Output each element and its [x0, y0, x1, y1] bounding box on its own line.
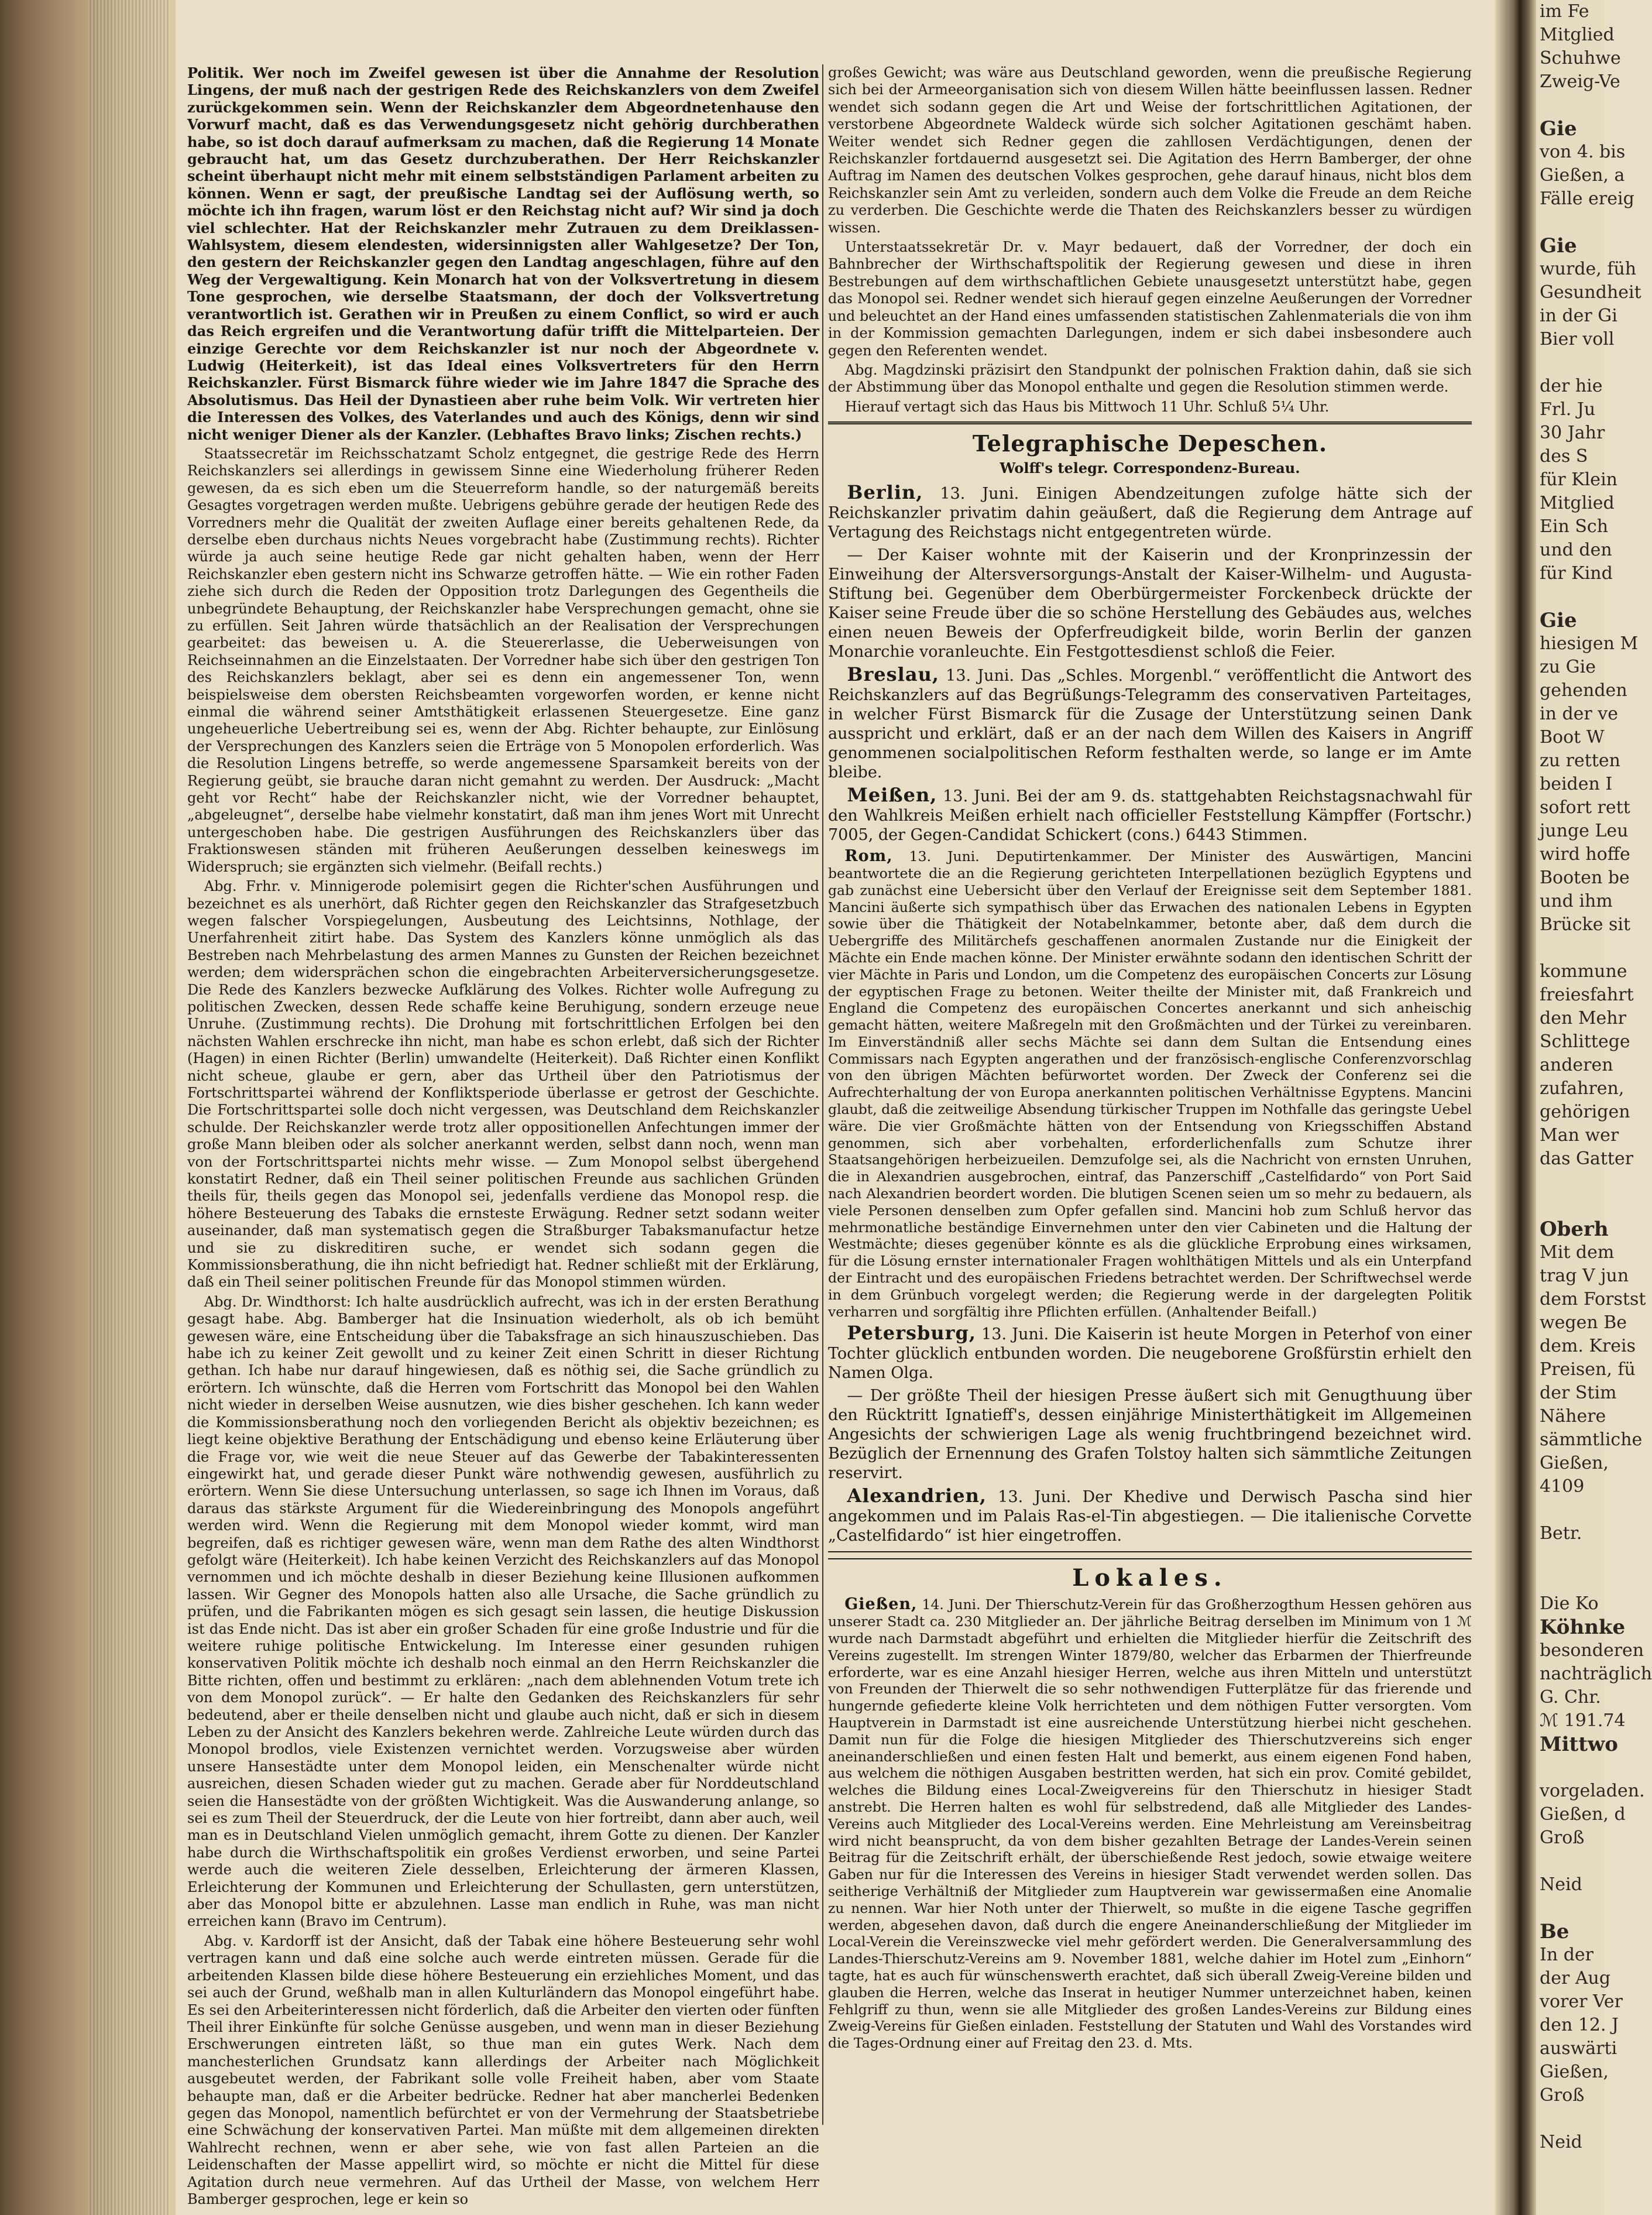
- article-paragraph: Unterstaatssekretär Dr. v. Mayr bedauert, daß der Vorredner, der doch ein Bahnbrecher der Wirthschaftspolitik der Regierung gewesen und diese in ihren Bestrebungen auf dem wirthschaftlichen Gebiete unausgesetzt unterstützt habe, gegen das Monopol sei. Redner wendet sich hierauf gegen einzelne Aeußerungen der Vorredner und beleuchtet an der Hand eines umfassenden statistischen Zahlenmaterials die von ihm in der Kommission gemachten Darlegungen, indem er sich dabei insbesondere auch gegen den Referenten wendet.: [828, 239, 1472, 359]
- adjacent-page-text: für Klein: [1540, 469, 1617, 490]
- adjacent-page-text: wird hoffe: [1540, 844, 1630, 865]
- adjacent-page-text: [1536, 1194, 1605, 1218]
- adjacent-page-text: Gie: [1540, 234, 1577, 258]
- adjacent-page-text: nachträglich: [1540, 1664, 1652, 1684]
- dispatch-breslau: [828, 665, 1472, 782]
- adjacent-page-text: [1536, 1499, 1605, 1522]
- adjacent-page-text: junge Leu: [1540, 821, 1629, 841]
- adjacent-page-text: für Kind: [1540, 563, 1613, 584]
- adjacent-page-text: Ein Sch: [1540, 516, 1609, 537]
- adjacent-page-text: hiesigen M: [1540, 633, 1639, 654]
- adjacent-page-text: des S: [1540, 446, 1588, 467]
- adjacent-page-text: den 12. J: [1540, 2015, 1619, 2035]
- adjacent-page-text: ℳ 191.74: [1540, 1710, 1626, 1731]
- dispatch-petersburg: [828, 1323, 1472, 1383]
- adjacent-page-text: dem. Kreis: [1540, 1336, 1636, 1356]
- dispatch-text: — Der Kaiser wohnte mit der Kaiserin und der Kronprinzessin der Einweihung der Altersversorgungs-Anstalt der Kaiser-Wilhelm- und Augusta-Stiftung bei. Gegenüber dem Oberbürgermeister Forckenbeck drückte der Kaiser seine Freude über die so schöne Herstellung des Gebäudes aus, welches einen neuen Beweis der Opferfreudigkeit bilde, worin Berlin der ganzen Monarchie voranleuchte. Ein Festgottesdienst schloß die Feier.: [828, 546, 1472, 661]
- adjacent-page-text: vorgeladen.: [1540, 1781, 1645, 1801]
- adjacent-page-text: und ihm: [1540, 891, 1613, 911]
- dispatch-city: Gießen,: [844, 1595, 918, 1614]
- dispatch-city: Rom,: [844, 847, 893, 866]
- article-paragraph: Abg. Magdzinski präzisirt den Standpunkt der polnischen Fraktion dahin, daß sie sich der Abstimmung über das Monopol enthalte und gegen die Resolution stimmen werde.: [828, 361, 1472, 396]
- dispatch-text: 13. Juni. Deputirtenkammer. Der Minister des Auswärtigen, Mancini beantwortete die an die Regierung gerichteten Interpellationen bezüglich Egyptens und gab zunächst eine Uebersicht über den Verlauf der Ereignisse seit dem September 1881. Mancini äußerte sich sympathisch über das Erwachen des nationalen Lebens in Egypten sowie über die Thätigkeit der Notabelnkammer, betonte aber, daß dem durch die Uebergriffe des Militärchefs geschaffenen anormalen Zustande nur die Einigkeit der Mächte ein Ende machen könne. Der Minister erwähnte sodann den identischen Schritt der vier Mächte in Paris und London, um die Competenz des europäischen Concerts zur Lösung der egyptischen Frage zu betonen. Weiter theilte der Minister mit, daß Frankreich und England die Competenz des europäischen Concertes anerkannt und sich anheischig gemacht hätten, weitere Maßregeln mit den Großmächten und der Türkei zu vereinbaren. Im Einverständniß aller sechs Mächte sei dann dem Sultan die Entsendung eines Commissars nach Egypten angerathen und der französisch-englische Conferenzvorschlag von den übrigen Mächten befürwortet worden. Der Zweck der Conferenz sei die Aufrechterhaltung der von Europa anerkannten politischen Verhältnisse Egyptens. Mancini glaubt, daß die zeitweilige Absendung türkischer Truppen im Nothfalle das geringste Uebel wäre. Die vier Großmächte hätten von der Entsendung von Kriegsschiffen Abstand genommen, sich aber vorbehalten, erforderlichenfalls zum Schutze ihrer Staatsangehörigen herbeizueilen. Demzufolge sei, als die Nachricht von ernsten Unruhen, die in Alexandrien ausgebrochen, eintraf, das Panzerschiff „Castelfidardo“ von Port Said nach Alexandrien beordert worden. Die blutigen Scenen seien um so mehr zu bedauern, als viele Personen denselben zum Opfer gefallen sind. Mancini hob zum Schluß hervor das mehrmonatliche beständige Einvernehmen unter den vier Cabineten und die Haltung der Westmächte; dieses gegenüber könnte es als die glückliche Erprobung eines wirksamen, für die Lösung ernster internationaler Fragen wohlthätigen Mittels und als ein Unterpfand der Eintracht und des europäischen Friedens betrachtet werden. Der Schriftwechsel werde in dem Grünbuch vorgelegt werden; die Regierung werde in der dargelegten Politik verharren und sorgfältig ihre Pflichten erfüllen. (Anhaltender Beifall.): [828, 848, 1472, 1320]
- adjacent-page-text: kommune: [1540, 961, 1627, 982]
- article-paragraph: Politik. Wer noch im Zweifel gewesen ist über die Annahme der Resolution Lingens, der muß nach der gestrigen Rede des Reichskanzlers von dem Zweifel zurückgekommen sein. Wenn der Reichskanzler dem Abgeordnetenhause den Vorwurf macht, daß es das Verwendungsgesetz nicht gehörig durchberathen habe, so ist doch darauf aufmerksam zu machen, daß die Regierung 14 Monate gebraucht hat, um das Gesetz durchzuberathen. Der Herr Reichskanzler scheint überhaupt nicht mehr mit einem selbstständigen Parlament arbeiten zu können. Wenn er sagt, der preußische Landtag sei der Auflösung werth, so möchte ich ihn fragen, warum löst er den Reichstag nicht auf? Wir sind ja doch viel schlechter. Hat der Reichskanzler mehr Zutrauen zu dem Dreiklassen-Wahlsystem, diesem elendesten, widersinnigsten aller Wahlgesetze? Der Ton, den gestern der Reichskanzler gegen den Landtag angeschlagen, führe auf den Weg der Vergewaltigung. Kein Monarch hat von der Volksvertretung in diesem Tone gesprochen, wie derselbe Staatsmann, der doch der Volksvertretung verantwortlich ist. Gerathen wir in Preußen zu einem Conflict, so wird er auch das Reich ergreifen und die Verantwortung dafür trifft die Mittelparteien. Der einzige Gerechte vor dem Reichskanzler ist nur noch der Abgeordnete v. Ludwig (Heiterkeit), ist das Ideal eines Volksvertreters für den Herrn Reichskanzler. Fürst Bismarck führe wieder wie im Jahre 1847 die Sprache des Absolutismus. Das Heil der Dynastieen aber ruhe beim Volk. Wir vertreten hier die Interessen des Volkes, des Vaterlandes und auch des Königs, denn wir sind nicht weniger Diener als der Kanzler. (Lebhaftes Bravo links; Zischen rechts.): [187, 64, 819, 443]
- adjacent-page-text: Gesundheit: [1540, 282, 1641, 303]
- adjacent-page-text: Gießen,: [1540, 2062, 1609, 2082]
- adjacent-page-text: [1536, 1545, 1605, 1569]
- column-divider: [822, 64, 823, 2125]
- adjacent-page-text: Gie: [1540, 117, 1577, 140]
- adjacent-page-text: in der ve: [1540, 704, 1618, 724]
- article-paragraph: Abg. Frhr. v. Minnigerode polemisirt gegen die Richter'schen Ausführungen und bezeichnet es als unerhört, daß Richter gegen den Reichskanzler das Strafgesetzbuch wegen falscher Vorspiegelungen, Ausbeutung des Leichtsinns, Nothlage, der Unerfahrenheit zitirt habe. Das System des Kanzlers könne unmöglich als das Bestreben nach Mehrbelastung des armen Mannes zu Gunsten der Reichen bezeichnet werden; dem widersprächen schon die eingebrachten Arbeiterversicherungsgesetze. Die Rede des Kanzlers bezwecke Aufklärung des Volkes. Richter wolle Aufregung zu politischen Zwecken, dessen Rede schaffe keine Beruhigung, sondern erzeuge neue Unruhe. (Zustimmung rechts). Die Drohung mit fortschrittlichen Erfolgen bei den nächsten Wahlen erschrecke ihn nicht, man habe es schon erlebt, daß sich der Richter (Hagen) in einen Richter (Berlin) umwandelte (Heiterkeit). Daß Richter einen Konflikt nicht scheue, glaube er gern, aber das Urtheil über den Patriotismus der Fortschrittspartei während der Konfliktsperiode überlasse er getrost der Geschichte. Die Fortschrittspartei solle doch nicht vergessen, was Deutschland dem Reichskanzler schulde. Der Reichskanzler werde trotz aller oppositionellen Anfechtungen immer der große Mann bleiben oder als solcher anerkannt werden, selbst dann noch, wenn man von der Fortschrittspartei nichts mehr wisse. — Zum Monopol selbst übergehend konstatirt Redner, daß ein Theil seiner politischen Freunde aus sachlichen Gründen theils für, theils gegen das Monopol sei, jedenfalls verdiene das Monopol resp. die höhere Besteuerung des Tabaks die ernsteste Erwägung. Redner setzt sodann weiter auseinander, daß man systematisch gegen die Straßburger Tabaksmanufactur hetze und sie zu diskreditiren suche, er wendet sich sodann gegen die Kommissionsberathung, die ihn nicht befriedigt hat. Redner schließt mit der Erklärung, daß ein Theil seiner politischen Freunde für das Monopol stimmen würden.: [187, 878, 819, 1291]
- adjacent-page-text: [1536, 94, 1605, 117]
- adjacent-page-text: Gießen, d: [1540, 1804, 1626, 1825]
- adjacent-page-text: Frl. Ju: [1540, 399, 1596, 420]
- adjacent-page-text: Zweig-Ve: [1540, 71, 1620, 92]
- adjacent-page-text: gehenden: [1540, 680, 1627, 701]
- dispatch-berlin: [828, 483, 1472, 542]
- adjacent-page-text: Neid: [1540, 2132, 1582, 2152]
- adjacent-page-text: Fälle ereig: [1540, 188, 1634, 209]
- adjacent-page-text: der Aug: [1540, 1968, 1611, 1988]
- adjacent-page-text: 30 Jahr: [1540, 423, 1605, 443]
- adjacent-page-text: der Stim: [1540, 1383, 1617, 1403]
- adjacent-page-text: Die Ko: [1540, 1593, 1599, 1614]
- adjacent-page-text: zufahren,: [1540, 1078, 1624, 1099]
- adjacent-page-text: Brücke sit: [1540, 914, 1631, 935]
- adjacent-page-text: [1536, 1850, 1605, 1873]
- adjacent-page-text: Gießen, a: [1540, 165, 1625, 186]
- adjacent-page-text: sämmtliche: [1540, 1429, 1643, 1450]
- dispatch-text: 13. Juni. Die Kaiserin ist heute Morgen in Peterhof von einer Tochter glücklich entbunden worden. Die neugeborene Großfürstin erhielt den Namen Olga.: [828, 1325, 1472, 1383]
- adjacent-page-text: Schlittege: [1540, 1031, 1630, 1052]
- section-heading-telegraph: Telegraphische Depeschen.: [972, 430, 1328, 457]
- adjacent-page-text: sofort rett: [1540, 797, 1630, 818]
- article-paragraph: Staatssecretär im Reichsschatzamt Scholz entgegnet, die gestrige Rede des Herrn Reichskanzlers sei allerdings in gewissem Sinne eine Wiederholung früherer Reden gewesen, da es sich eben um die Steuerreform handle, so der naturgemäß bereits Gesagtes vorgetragen werden mußte. Uebrigens gebühre gerade der heutigen Rede des Vorredners mehr die Qualität der zweiten Auflage einer bereits gehaltenen Rede, da derselbe eben durchaus nichts Neues vorgebracht habe (Zustimmung rechts). Richter würde ja auch seine heutige Rede gar nicht gehalten haben, wenn der Herr Reichskanzler eben gestern nicht ins Schwarze getroffen hätte. — Wie ein rother Faden ziehe sich durch die Reden der Opposition trotz Darlegungen des Gegentheils die unbegründete Behauptung, der Reichskanzler habe Versprechungen gemacht, ohne sie zu erfüllen. Seit Jahren würde thatsächlich an der Realisation der Versprechungen gearbeitet: das beweisen u. A. die Steuererlasse, die Ueberweisungen von Reichseinnahmen an die Einzelstaaten. Der Vorredner habe sich über den gestrigen Ton des Reichskanzlers beklagt, aber sei es denn ein angemessener Ton, wenn beispielsweise dem obersten Reichsbeamten vorgeworfen worden, er kenne nicht einmal die während seiner Amtsthätigkeit erlassenen Steuergesetze. Eine ganz ungeheuerliche Uebertreibung sei es, wenn der Abg. Richter behaupte, zur Einlösung der Versprechungen des Kanzlers seien die Erträge von 5 Monopolen erforderlich. Was die Resolution Lingens betreffe, so werde angemessene Sparsamkeit bereits von der Regierung geübt, sie brauche daran nicht gemahnt zu werden. Der Ausdruck: „Macht geht vor Recht“ habe der Reichskanzler nicht, wie der Vorredner behauptet, „abgeleugnet“, derselbe habe vielmehr konstatirt, daß man ihm jenes Wort mit Unrecht untergeschoben habe. Die gestrigen Ausführungen des Reichskanzlers über das Fraktionswesen ständen mit früheren Aeußerungen desselben keineswegs im Widerspruch; sie ergänzten sich vielmehr. (Beifall rechts.): [187, 445, 819, 875]
- adjacent-page-text: [1536, 1897, 1605, 1920]
- dispatch-rom: [828, 848, 1472, 1320]
- adjacent-page-text: trag V jun: [1540, 1266, 1629, 1286]
- adjacent-page-text: der hie: [1540, 376, 1603, 396]
- adjacent-page-text: Groß: [1540, 2085, 1585, 2106]
- adjacent-page-text: auswärti: [1540, 2038, 1617, 2059]
- dispatch-alexandrien: [828, 1486, 1472, 1545]
- adjacent-page-text: Gießen,: [1540, 1453, 1609, 1473]
- dispatch-city: Berlin,: [847, 481, 923, 504]
- adjacent-page-text: Köhnke: [1540, 1616, 1626, 1639]
- adjacent-page-text: im Fe: [1540, 1, 1589, 22]
- adjacent-page-text: besonderen: [1540, 1640, 1644, 1661]
- adjacent-page-text: Gie: [1540, 609, 1577, 632]
- dispatch-berlin-2: [828, 546, 1472, 661]
- adjacent-page-text: gehörigen: [1540, 1102, 1630, 1122]
- adjacent-page-text: Man wer: [1540, 1125, 1619, 1146]
- adjacent-page-text: Betr.: [1540, 1523, 1582, 1544]
- adjacent-page-text: Mit dem: [1540, 1242, 1615, 1263]
- dispatch-text: 13. Juni. Einigen Abendzeitungen zufolge hätte sich der Reichskanzler privatim dahin geäußert, daß die Regierung dem Antrage auf Vertagung des Reichstags nicht entgegentreten würde.: [828, 485, 1472, 542]
- dispatch-text: 13. Juni. Das „Schles. Morgenbl.“ veröffentlicht die Antwort des Reichskanzlers auf das Begrüßungs-Telegramm des conservativen Parteitages, in welcher Fürst Bismarck für die Zusage der Unterstützung seinen Dank ausspricht und erklärt, daß er an der nach dem Willen des Kaisers in Angriff genommenen socialpolitischen Reform festhalten werde, so lange er im Amte bleibe.: [828, 667, 1472, 782]
- adjacent-page-text: In der: [1540, 1945, 1594, 1965]
- page-stack-edges: [88, 0, 170, 2215]
- adjacent-page-text: freiesfahrt: [1540, 985, 1634, 1005]
- adjacent-page-text: Mitglied: [1540, 493, 1615, 513]
- article-paragraph: Abg. Dr. Windthorst: Ich halte ausdrücklich aufrecht, was ich in der ersten Berathung gesagt habe. Abg. Bamberger hat die Insinuation wiederholt, als ob ich bemüht gewesen wäre, eine Entscheidung über die Tabaksfrage an sich hinauszuschieben. Das habe ich zu keiner Zeit gewollt und zu keiner Zeit einen Schritt in dieser Richtung gethan. Ich habe nur darauf hingewiesen, daß es nöthig sei, die Sache gründlich zu erörtern. Ich wünschte, daß die Herren vom Fortschritt das Monopol bei den Wahlen nicht wieder in derselben Weise ausnutzen, wie dies bisher geschehen. Ich kann weder die Kommissionsberathung noch den vorliegenden Bericht als objektiv bezeichnen; es liegt keine objektive Berathung der Entschädigung und ebenso keine Erläuterung über die Frage vor, wie weit die neue Steuer auf das Gewerbe der Tabakinteressenten eingewirkt hat, und gerade dieser Punkt wäre nothwendig gewesen, ausführlich zu erörtern. Wenn Sie diese Untersuchung unterlassen, so sage ich Ihnen im Voraus, daß daraus das stärkste Argument für die Wiedereinbringung des Monopols angeführt werden wird. Wenn die Regierung mit dem Monopol wieder kommt, wird man begreifen, daß es richtiger gewesen wäre, wenn man dem Rathe des alten Windthorst gefolgt wäre (Heiterkeit). Ich habe keinen Verzicht des Reichskanzlers auf das Monopol vernommen und ich möchte deshalb in dieser Beziehung keine Illusionen aufkommen lassen. Wir Gegner des Monopols hatten also alle Ursache, die Sache gründlich zu prüfen, und die Fabrikanten mögen es sich gesagt sein lassen, die heutige Diskussion ist das Ende nicht. Das ist aber ein großer Schaden für eine große Industrie und für die weitere ruhige politische Entwickelung. Im Interesse einer gesunden ruhigen konservativen Politik möchte ich deshalb noch einmal an den Herrn Reichskanzler die Bitte richten, offen und bestimmt zu erklären: „nach dem ablehnenden Votum trete ich von dem Monopol zurück“. — Er halte den Gedanken des Reichskanzlers für sehr bedeutend, aber er theile denselben nicht und glaube auch nicht, daß er sich in diesem Leben zu der Ansicht des Kanzlers bekehren werde. Zahlreiche Leute würden durch das Monopol brodlos, viele Existenzen vernichtet werden. Vorzugsweise aber würden unsere Hansestädte unter dem Monopol leiden, ein Menschenalter würde nicht ausreichen, diesen Schaden wieder gut zu machen. Gerade aber für Norddeutschland seien die Hansestädte von der größten Wichtigkeit. Was die Auswanderung anlange, so sei es zum Theil der Steuerdruck, der die Leute von hier fortreibt, dann aber auch, weil man es in Deutschland Vielen unmöglich gemacht, ihrem Gotte zu dienen. Der Kanzler habe durch die Wirthschaftspolitik ein großes Verdienst erworben, und seine Partei werde auch die weiteren Ziele desselben, Erleichterung der ärmeren Klassen, Erleichterung der Kommunen und Erleichterung der Schullasten, gern unterstützen, aber das Monopol bitte er abzulehnen. Lasse man endlich in Ruhe, was man nicht erreichen kann (Bravo im Centrum).: [187, 1293, 819, 1930]
- adjacent-page-text: Neid: [1540, 1874, 1582, 1895]
- adjacent-page-text: Bier voll: [1540, 329, 1615, 349]
- section-rule: [828, 1551, 1472, 1559]
- newspaper-page: [178, 64, 1481, 2207]
- adjacent-page-text: Preisen, fü: [1540, 1359, 1636, 1380]
- section-heading-lokales: Lokales.: [1072, 1564, 1228, 1592]
- dispatch-text: 13. Juni. Der Khedive und Derwisch Pascha sind hier angekommen und im Palais Ras-el-Tin abgestiegen. — Die italienische Corvette „Castelfidardo“ ist hier eingetroffen.: [828, 1488, 1472, 1545]
- adjacent-page-text: Boot W: [1540, 727, 1605, 748]
- adjacent-page-text: G. Chr.: [1540, 1687, 1601, 1707]
- adjacent-page-text: beiden I: [1540, 774, 1613, 794]
- adjacent-page-fragment: [1536, 0, 1652, 2215]
- adjacent-page-text: Schuhwe: [1540, 48, 1621, 68]
- adjacent-page-text: zu retten: [1540, 750, 1620, 771]
- book-gutter: [1495, 0, 1536, 2215]
- adjacent-page-text: [1536, 2107, 1605, 2131]
- adjacent-page-text: Oberh: [1540, 1218, 1609, 1241]
- dispatch-meissen: [828, 786, 1472, 845]
- dispatch-text: — Der größte Theil der hiesigen Presse äußert sich mit Genugthuung über den Rücktritt Ignatieff's, dessen einjährige Ministerthätigkeit im Allgemeinen Angesichts der schwierigen Lage als wenig fruchtbringend bezeichnet wird. Bezüglich der Ernennung des Grafen Tolstoy halten sich sämmtliche Zeitungen reservirt.: [828, 1387, 1472, 1483]
- adjacent-page-text: und den: [1540, 540, 1612, 560]
- adjacent-page-text: von 4. bis: [1540, 142, 1626, 162]
- section-subheading: Wolff's telegr. Correspondenz-Bureau.: [1000, 460, 1300, 477]
- adjacent-page-text: in der Gi: [1540, 306, 1617, 326]
- adjacent-page-text: 4109: [1540, 1476, 1585, 1497]
- adjacent-page-text: wegen Be: [1540, 1312, 1627, 1333]
- dispatch-petersburg-2: [828, 1386, 1472, 1483]
- adjacent-page-text: anderen: [1540, 1055, 1613, 1075]
- adjacent-page-text: Mitglied: [1540, 25, 1615, 45]
- adjacent-page-text: Be: [1540, 1920, 1569, 1943]
- adjacent-page-text: [1536, 1171, 1605, 1194]
- lokales-giessen: [828, 1596, 1472, 2052]
- dispatch-city: Petersburg,: [847, 1322, 976, 1345]
- adjacent-page-text: vorer Ver: [1540, 1991, 1623, 2012]
- dispatch-city: Breslau,: [847, 663, 939, 686]
- adjacent-page-text: wurde, füh: [1540, 259, 1637, 279]
- dispatch-text: 13. Juni. Bei der am 9. ds. stattgehabten Reichstagsnachwahl für den Wahlkreis Meißen erhielt nach officieller Feststellung Kämpffer (Fortschr.) 7005, der Gegen-Candidat Schickert (cons.) 6443 Stimmen.: [828, 787, 1472, 845]
- adjacent-page-text: [1536, 585, 1605, 609]
- adjacent-page-text: [1536, 1569, 1605, 1592]
- adjacent-page-text: dem Forstst: [1540, 1289, 1646, 1309]
- left-column: [187, 64, 819, 2207]
- article-paragraph: Abg. v. Kardorff ist der Ansicht, daß der Tabak eine höhere Besteuerung sehr wohl vertragen kann und daß eine solche auch werde eintreten müssen. Gerade für die arbeitenden Klassen bilde diese höhere Besteuerung ein erziehliches Moment, und das sei auch der Grund, weßhalb man in allen Kulturländern das Monopol eingeführt habe. Es sei den Arbeiterinteressen nicht förderlich, daß die Arbeiter den vierten oder fünften Theil ihrer Einkünfte für solche Genüsse ausgeben, und wenn man in dieser Beziehung Erschwerungen eintreten läßt, so thue man ein gutes Werk. Nach dem manchesterlichen Grundsatz kann allerdings der Arbeiter nach Möglichkeit ausgebeutet werden, der Fabrikant solle volle Freiheit haben, aber vom Staate behaupte man, daß er die Arbeiter bedrücke. Redner hat aber mancherlei Bedenken gegen das Monopol, namentlich befürchtet er von der Vermehrung der Staatsbetriebe eine Schwächung der konservativen Partei. Man müßte mit dem allgemeinen direkten Wahlrecht rechnen, wenn er aber sehe, wie von fast allen Parteien an die Leidenschaften der Masse appellirt wird, so möchte er nicht die Mittel für diese Agitation durch neue vermehren. Auf das Urtheil der Masse, von welchem Herr Bamberger gesprochen, lege er kein so: [187, 1932, 819, 2207]
- right-column: [828, 64, 1472, 2195]
- adjacent-page-text: Booten be: [1540, 868, 1630, 888]
- adjacent-page-text: [1536, 211, 1605, 234]
- adjacent-page-text: [1536, 1756, 1605, 1779]
- adjacent-page-text: [1536, 351, 1605, 375]
- article-paragraph: Hierauf vertagt sich das Haus bis Mittwoch 11 Uhr. Schluß 5¼ Uhr.: [844, 398, 1330, 415]
- adjacent-page-text: das Gatter: [1540, 1148, 1634, 1169]
- adjacent-page-text: [1536, 937, 1605, 960]
- adjacent-page-text: zu Gie: [1540, 657, 1596, 677]
- dispatch-city: Alexandrien,: [847, 1484, 987, 1507]
- article-paragraph: großes Gewicht; was wäre aus Deutschland geworden, wenn die preußische Regierung sich bei der Armeeorganisation sich von diesem Willen hätte beeinflussen lassen. Redner wendet sich sodann gegen die Art und Weise der fortschrittlichen Agitationen, der verstorbene Abgeordnete Waldeck würde sich solcher Agitationen geschämt haben. Weiter wendet sich Redner gegen die zahllosen Verdächtigungen, denen der Reichskanzler fortdauernd ausgesetzt sei. Die Agitation des Herrn Bamberger, der ohne Auftrag im Namen des deutschen Volkes gesprochen, gehe darauf hinaus, nicht blos dem Reichskanzler sein Amt zu verleiden, sondern auch dem Volke die Freude an dem Reiche zu verderben. Die Geschichte werde die Thaten des Reichskanzlers besser zu würdigen wissen.: [828, 64, 1472, 236]
- section-rule: [828, 421, 1472, 424]
- dispatch-city: Meißen,: [847, 784, 937, 807]
- adjacent-page-text: Groß: [1540, 1827, 1585, 1848]
- adjacent-page-text: Nähere: [1540, 1406, 1606, 1427]
- dispatch-text: 14. Juni. Der Thierschutz-Verein für das Großherzogthum Hessen gehören aus unserer Stadt ca. 230 Mitglieder an. Der jährliche Beitrag derselben im Minimum von 1 ℳ wurde nach Darmstadt abgeführt und erhielten die Mitglieder hierfür die Zeitschrift des Vereins zugestellt. Im strengen Winter 1879/80, welcher das Erbarmen der Thierfreunde erforderte, war es eine Anzahl hiesiger Herren, welche aus ihren Mitteln und unterstützt von Freunden der Thierwelt die so sehr nothwendigen Futterplätze für das frierende und hungernde gefiederte kleine Volk herrichteten und dem nöthigen Futter versorgten. Vom Hauptverein in Darmstadt ist eine ausreichende Unterstützung hierbei nicht geschehen. Damit nun für die Folge die hiesigen Mitglieder des Thierschutzvereins sich enger aneinanderschließen und einen festen Halt und bemerkt, aus einem eigenen Fond haben, aus welchem die nöthigen Ausgaben bestritten werden, hat sich ein prov. Comité gebildet, welches die Bildung eines Local-Zweigvereins für den Thierschutz in hiesiger Stadt anstrebt. Die Herren halten es wohl für selbstredend, daß alle Mitglieder des Landes-Vereins auch Mitglieder des Local-Vereins werden. Eine Mehrleistung am Vereinsbeitrag wird nicht beansprucht, da von dem bisher gezahlten Betrage der Landes-Verein seinen Beitrag für die Zeitschrift erhält, der überschießende Rest jedoch, sowie etwaige weitere Gaben nur für die Interessen des Vereins in hiesiger Stadt verwendet werden sollen. Das seitherige Verhältniß der Mitglieder zum Hauptverein war gewissermaßen eine Anomalie zu nennen. War hier Noth unter der Thierwelt, so mußte in die eigene Tasche gegriffen werden, abgesehen davon, daß durch die engere Aneinanderschließung der Mitglieder im Local-Verein die Vereinszwecke viel mehr gefördert werden. Die Generalversammlung des Landes-Thierschutz-Vereins am 9. November 1881, welche dahier im Hotel zum „Einhorn“ tagte, hat es auch für wünschenswerth erachtet, daß sich überall Zweig-Vereine bilden und glauben die Herren, welche das Inserat in heutiger Nummer unterzeichnet haben, keinen Fehlgriff zu thun, wenn sie alle Mitglieder des großen Landes-Vereins zur Bildung eines Zweig-Vereins für Gießen einladen. Feststellung der Statuten und Wahl des Vorstandes wird die Tages-Ordnung einer auf Freitag den 23. d. Mts.: [828, 1596, 1472, 2052]
- adjacent-page-text: den Mehr: [1540, 1008, 1626, 1028]
- adjacent-page-text: Mittwo: [1540, 1733, 1618, 1756]
